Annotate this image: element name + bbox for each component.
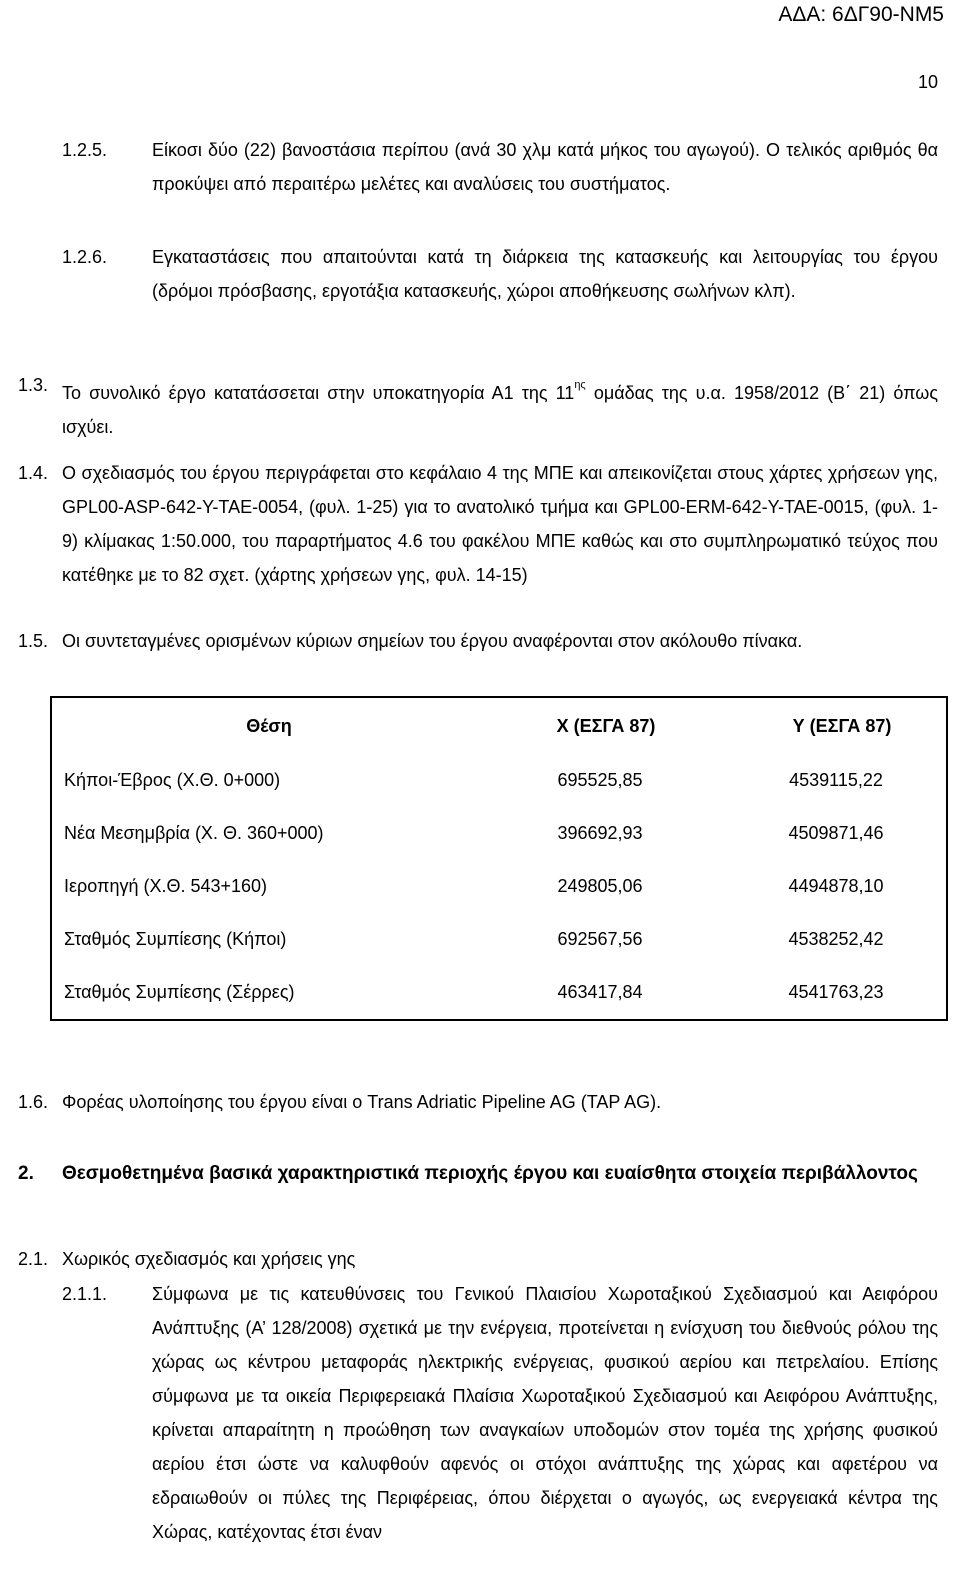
table-cell: 249805,06 [557,876,643,896]
table-row [51,860,947,913]
item-text: Χωρικός σχεδιασμός και χρήσεις γης [62,1249,356,1269]
item-1-2-6 [62,240,938,308]
table-cell: 695525,85 [557,770,643,790]
column-header: Θέση [246,715,292,736]
table-cell: 4509871,46 [788,823,884,843]
item-number: 2. [18,1163,34,1184]
item-number: 2.1. [18,1249,49,1269]
table-cell: 4494878,10 [788,876,884,896]
table-header-row [51,697,947,754]
item-1-3 [18,368,938,444]
section-2-heading [18,1157,938,1191]
table-cell: 692567,56 [557,929,643,949]
item-text: Σύμφωνα με τις κατευθύνσεις του Γενικού Πλαισίου Χωροταξικού Σχεδιασμού και Αειφόρου Ανάπτυξης (Α’ 128/2008) σχετικά με την ενέργεια, προτείνεται η ενίσχυση του διεθνούς ρόλου της χώρας ως κέντρου μεταφοράς ηλεκτρικής ενέργειας, φυσικού αερίου και πετρελαίου. Επίσης σύμφωνα με τα οικεία Περιφερειακά Πλαίσια Χωροταξικού Σχεδιασμού και Αειφόρου Ανάπτυξης, κρίνεται απαραίτητη η προώθηση των αναγκαίων υποδομών στον τομέα της χρήσης φυσικού αερίου έτσι ώστε να καλυφθούν αφενός οι στόχοι ανάπτυξης της χώρας και αφετέρου να εδραιωθούν οι πύλες της Περιφέρειας, όπου διέρχεται ο αγωγός, ως ενεργειακά κέντρα της Χώρας, κατέχοντας έτσι έναν [152,1284,938,1542]
coordinates-table [50,696,948,1021]
table-row [51,913,947,966]
item-text: Οι συντεταγμένες ορισμένων κύριων σημείων του έργου αναφέρονται στον ακόλουθο πίνακα. [62,631,803,651]
table-cell: 396692,93 [557,823,643,843]
item-2-1-1 [62,1277,938,1549]
table-cell: 4541763,23 [788,982,884,1002]
item-text: Το συνολικό έργο κατατάσσεται στην υποκατηγορία Α1 της $11^{\eta\varsigma}$ ομάδας της υ.α. 1958/2012 (Β΄ 21) όπως ισχύει. [62,379,938,437]
item-number: 1.2.6. [62,247,108,267]
table-cell: Σταθμός Συμπίεσης (Σέρρες) [64,982,295,1002]
item-text: Είκοσι δύο (22) βανοστάσια περίπου (ανά 30 χλμ κατά μήκος του αγωγού). Ο τελικός αριθμός θα προκύψει από περαιτέρω μελέτες και αναλύσεις του συστήματος. [152,140,938,194]
item-number: 2.1.1. [62,1284,108,1304]
page-number: 10 [917,72,938,92]
item-text: Ο σχεδιασμός του έργου περιγράφεται στο κεφάλαιο 4 της ΜΠΕ και απεικονίζεται στους χάρτες χρήσεων γης, GPL00-ASP-642-Y-TAE-0054, (φυλ. 1-25) για το ανατολικό τμήμα και GPL00-ERM-642-Y-TAE-0015, (φυλ. 1-9) κλίμακας 1:50.000, του παραρτήματος 4.6 του φακέλου ΜΠΕ καθώς και στο συμπληρωματικό τεύχος που κατέθηκε με το 82 σχετ. (χάρτης χρήσεων γης, φυλ. 14-15) [62,463,938,585]
item-1-5 [18,624,938,658]
table-cell: 4539115,22 [789,770,883,790]
item-number: 1.4. [18,463,49,483]
table-cell: 463417,84 [557,982,643,1002]
column-header: Υ (ΕΣΓΑ 87) [792,715,892,736]
ada-code: ΑΔΑ: 6ΔΓ90-ΝΜ5 [778,3,944,26]
item-number: 1.2.5. [62,140,108,160]
item-2-1 [18,1242,938,1276]
table-row [51,966,947,1020]
section-title: Θεσμοθετημένα βασικά χαρακτηριστικά περιοχής έργου και ευαίσθητα στοιχεία περιβάλλοντος [62,1163,918,1184]
table-cell: Σταθμός Συμπίεσης (Κήποι) [64,929,287,949]
item-1-2-5 [62,133,938,201]
column-header: Χ (ΕΣΓΑ 87) [556,715,656,736]
item-text: Εγκαταστάσεις που απαιτούνται κατά τη διάρκεια της κατασκευής και λειτουργίας του έργου (δρόμοι πρόσβασης, εργοτάξια κατασκευής, χώροι αποθήκευσης σωλήνων κλπ). [152,247,938,301]
table-cell: Νέα Μεσημβρία (Χ. Θ. 360+000) [64,823,324,843]
table-cell: Ιεροπηγή (Χ.Θ. 543+160) [64,876,268,896]
item-1-6 [18,1085,938,1119]
item-number: 1.6. [18,1092,49,1112]
item-1-4 [18,456,938,592]
table-row [51,807,947,860]
item-text: Φορέας υλοποίησης του έργου είναι ο Trans Adriatic Pipeline AG (TAP AG). [62,1092,662,1112]
table-cell: 4538252,42 [788,929,884,949]
table-cell: Κήποι-Έβρος (Χ.Θ. 0+000) [64,770,281,790]
table-row [51,754,947,807]
item-number: 1.5. [18,631,49,651]
item-number: 1.3. [18,375,49,395]
